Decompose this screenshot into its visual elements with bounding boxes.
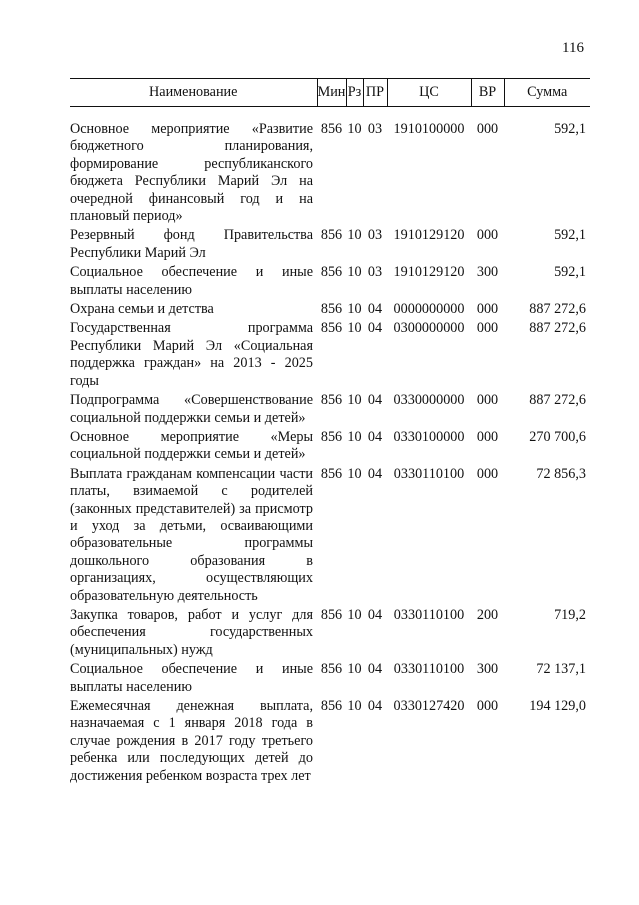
cell-rz: 10 bbox=[347, 428, 362, 445]
table-row bbox=[70, 392, 590, 429]
cell-min: 856 bbox=[320, 301, 343, 318]
cell-name: Основное мероприятие «Развитие бюджетного планирования, формирование республиканского бюджета Республики Марий Эл на очередной финансовый год и на плановый период» bbox=[70, 121, 313, 225]
cell-name: Ежемесячная денежная выплата, назначаемая с 1 января 2018 года в случае рождения в 2017 году третьего ребенка или последующих детей до достижения ребенком возраста трех лет bbox=[70, 698, 313, 784]
cell-pr: 04 bbox=[367, 661, 383, 678]
cell-rz: 10 bbox=[347, 301, 362, 318]
cell-vr: 000 bbox=[476, 428, 499, 445]
table-row bbox=[70, 320, 590, 392]
cell-name: Резервный фонд Правительства Республики Марий Эл bbox=[70, 227, 313, 261]
cell-pr: 03 bbox=[367, 121, 383, 137]
table-row bbox=[70, 607, 590, 661]
table-row bbox=[70, 121, 590, 227]
cell-cs: 0330100000 bbox=[393, 428, 465, 445]
cell-rz: 10 bbox=[347, 121, 362, 137]
page-number: 116 bbox=[562, 40, 584, 56]
cell-pr: 04 bbox=[367, 320, 383, 337]
cell-vr: 000 bbox=[476, 392, 499, 409]
cell-name: Выплата гражданам компенсации части платы, взимаемой с родителей (законных представителей) за присмотр и уход за детьми, осваивающими образовательные программы дошкольного образования в организациях, осуществляющих образовательную деятельность bbox=[70, 465, 313, 604]
cell-rz: 10 bbox=[347, 606, 362, 623]
cell-rz: 10 bbox=[347, 392, 362, 409]
cell-pr: 04 bbox=[367, 392, 383, 409]
table-row bbox=[70, 698, 590, 787]
cell-sum: 72 137,1 bbox=[536, 661, 586, 678]
cell-name: Закупка товаров, работ и услуг для обеспечения государственных (муниципальных) нужд bbox=[70, 606, 313, 658]
table-row bbox=[70, 429, 590, 466]
cell-cs: 0330110100 bbox=[393, 661, 465, 678]
cell-cs: 0330000000 bbox=[393, 392, 465, 409]
cell-cs: 0330127420 bbox=[393, 698, 465, 714]
cell-sum: 270 700,6 bbox=[529, 428, 586, 445]
cell-rz: 10 bbox=[347, 264, 362, 281]
cell-min: 856 bbox=[320, 227, 343, 244]
cell-vr: 300 bbox=[476, 264, 499, 281]
header-pr: ПР bbox=[363, 79, 387, 107]
cell-pr: 04 bbox=[367, 465, 383, 482]
cell-min: 856 bbox=[320, 661, 343, 678]
budget-table bbox=[70, 78, 590, 787]
table-row bbox=[70, 661, 590, 698]
cell-vr: 000 bbox=[476, 320, 499, 337]
cell-name: Основное мероприятие «Меры социальной поддержки семьи и детей» bbox=[70, 428, 313, 463]
cell-sum: 592,1 bbox=[554, 121, 586, 137]
cell-rz: 10 bbox=[347, 698, 362, 714]
header-vr: ВР bbox=[471, 79, 504, 107]
cell-pr: 03 bbox=[367, 227, 383, 244]
table-row bbox=[70, 466, 590, 607]
cell-name: Подпрограмма «Совершенствование социальной поддержки семьи и детей» bbox=[70, 392, 313, 426]
cell-cs: 0000000000 bbox=[393, 301, 465, 318]
header-sum: Сумма bbox=[504, 79, 590, 107]
cell-name: Социальное обеспечение и иные выплаты населению bbox=[70, 661, 313, 695]
cell-cs: 0300000000 bbox=[393, 320, 465, 337]
cell-cs: 1910129120 bbox=[393, 227, 465, 244]
cell-pr: 04 bbox=[367, 301, 383, 318]
cell-pr: 04 bbox=[367, 698, 383, 714]
cell-vr: 300 bbox=[476, 661, 499, 678]
cell-vr: 000 bbox=[476, 227, 499, 244]
header-cs: ЦС bbox=[387, 79, 471, 107]
cell-cs: 0330110100 bbox=[393, 465, 465, 482]
table-row bbox=[70, 264, 590, 301]
header-rz: Рз bbox=[346, 79, 363, 107]
table-header-row bbox=[70, 79, 590, 107]
cell-min: 856 bbox=[320, 465, 343, 482]
cell-rz: 10 bbox=[347, 661, 362, 678]
table-row bbox=[70, 227, 590, 264]
cell-sum: 719,2 bbox=[554, 606, 586, 623]
cell-sum: 72 856,3 bbox=[536, 465, 586, 482]
cell-min: 856 bbox=[320, 428, 343, 445]
header-min: Мин bbox=[317, 79, 346, 107]
cell-sum: 194 129,0 bbox=[529, 698, 586, 714]
cell-min: 856 bbox=[320, 698, 343, 714]
cell-pr: 04 bbox=[367, 428, 383, 445]
cell-rz: 10 bbox=[347, 465, 362, 482]
cell-min: 856 bbox=[320, 606, 343, 623]
cell-vr: 000 bbox=[476, 121, 499, 137]
cell-vr: 200 bbox=[476, 606, 499, 623]
cell-vr: 000 bbox=[476, 301, 499, 318]
header-name: Наименование bbox=[70, 79, 317, 107]
cell-rz: 10 bbox=[347, 227, 362, 244]
cell-cs: 1910129120 bbox=[393, 264, 465, 281]
cell-sum: 887 272,6 bbox=[529, 320, 586, 337]
cell-vr: 000 bbox=[476, 698, 499, 714]
cell-name: Социальное обеспечение и иные выплаты населению bbox=[70, 264, 313, 298]
cell-min: 856 bbox=[320, 121, 343, 137]
cell-sum: 887 272,6 bbox=[529, 392, 586, 409]
cell-sum: 592,1 bbox=[554, 227, 586, 244]
cell-cs: 1910100000 bbox=[393, 121, 465, 137]
cell-cs: 0330110100 bbox=[393, 606, 465, 623]
cell-sum: 592,1 bbox=[554, 264, 586, 281]
table-row bbox=[70, 301, 590, 320]
cell-min: 856 bbox=[320, 320, 343, 337]
cell-pr: 04 bbox=[367, 606, 383, 623]
cell-name: Охрана семьи и детства bbox=[70, 301, 214, 318]
cell-rz: 10 bbox=[347, 320, 362, 337]
cell-name: Государственная программа Республики Марий Эл «Социальная поддержка граждан» на 2013 - 2025 годы bbox=[70, 320, 313, 389]
cell-sum: 887 272,6 bbox=[529, 301, 586, 318]
cell-min: 856 bbox=[320, 264, 343, 281]
cell-vr: 000 bbox=[476, 465, 499, 482]
cell-pr: 03 bbox=[367, 264, 383, 281]
cell-min: 856 bbox=[320, 392, 343, 409]
